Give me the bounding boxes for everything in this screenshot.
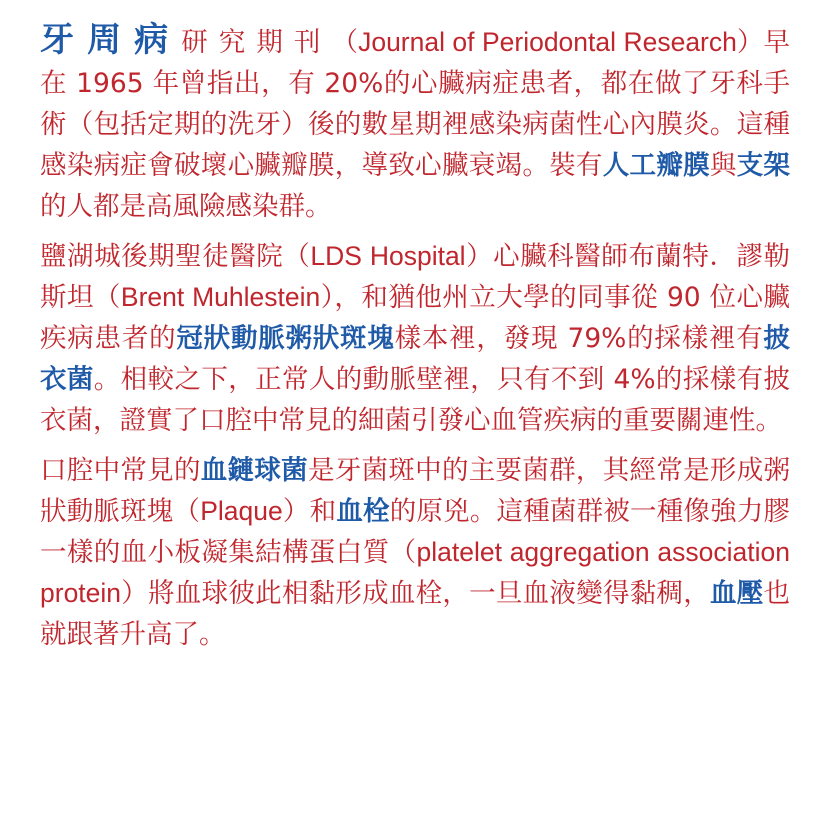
text: 的人都是高風險感染群。: [40, 191, 332, 222]
text: 。相較之下，正常人的動脈壁裡，只有不到 4%的採樣有披衣菌，證實了口腔中常見的細菌引發心血管疾病的重要關連性。: [40, 364, 790, 436]
highlight-chlamydia: 披衣菌: [40, 323, 791, 395]
paragraph-2: [40, 236, 790, 441]
text-journal-label: 研究期刊: [181, 27, 332, 58]
text: 是牙菌斑中的主要菌群，其經常是形成粥狀動脈斑塊（: [40, 455, 791, 527]
text-protein-name: platelet aggregation association protein: [40, 537, 791, 608]
text: ）將血球彼此相黏形成血栓，一旦血液變得黏稠，: [121, 578, 710, 609]
text: 樣本裡，發現 79%的採樣裡有: [394, 323, 764, 354]
heading-periodontal: 牙周病: [40, 20, 182, 60]
highlight-stent: 支架: [736, 150, 791, 181]
text: ）和: [282, 496, 337, 527]
text-hospital-name: LDS Hospital: [310, 241, 466, 271]
article: [40, 20, 790, 655]
text: ）早在 1965 年曾指出，有 20%的心臟病症患者，都在做了牙科手術（包括定期的洗牙）後的數星期裡感染病菌性心內膜炎。這種感染病症會破壞心臟瓣膜，導致心臟衰竭。裝有: [40, 27, 791, 181]
paragraph-1: [40, 20, 790, 227]
highlight-blood-pressure: 血壓: [709, 578, 764, 609]
text: ），和猶他州立大學的同事從 90 位心臟疾病患者的: [40, 282, 790, 354]
text: （: [331, 27, 359, 58]
text: 也就跟著升高了。: [40, 578, 791, 650]
text: ）心臟科醫師布蘭特．謬勒斯坦（: [40, 241, 791, 313]
text-journal-name: Journal of Periodontal Research: [358, 27, 737, 57]
highlight-artificial-valve: 人工瓣膜: [602, 150, 710, 181]
text: 的原兇。這種菌群被一種像強力膠一樣的血小板凝集結構蛋白質（: [40, 496, 791, 568]
text: 鹽湖城後期聖徒醫院（: [40, 241, 311, 272]
text: 與: [709, 150, 737, 181]
paragraph-3: [40, 450, 790, 655]
text-plaque: Plaque: [200, 496, 283, 526]
highlight-coronary-plaque: 冠狀動脈粥狀斑塊: [176, 323, 395, 354]
text-doctor-name: Brent Muhlestein: [120, 282, 321, 312]
highlight-thrombus: 血栓: [336, 496, 390, 527]
highlight-streptococcus: 血鏈球菌: [200, 455, 308, 486]
text: 口腔中常見的: [40, 455, 201, 486]
